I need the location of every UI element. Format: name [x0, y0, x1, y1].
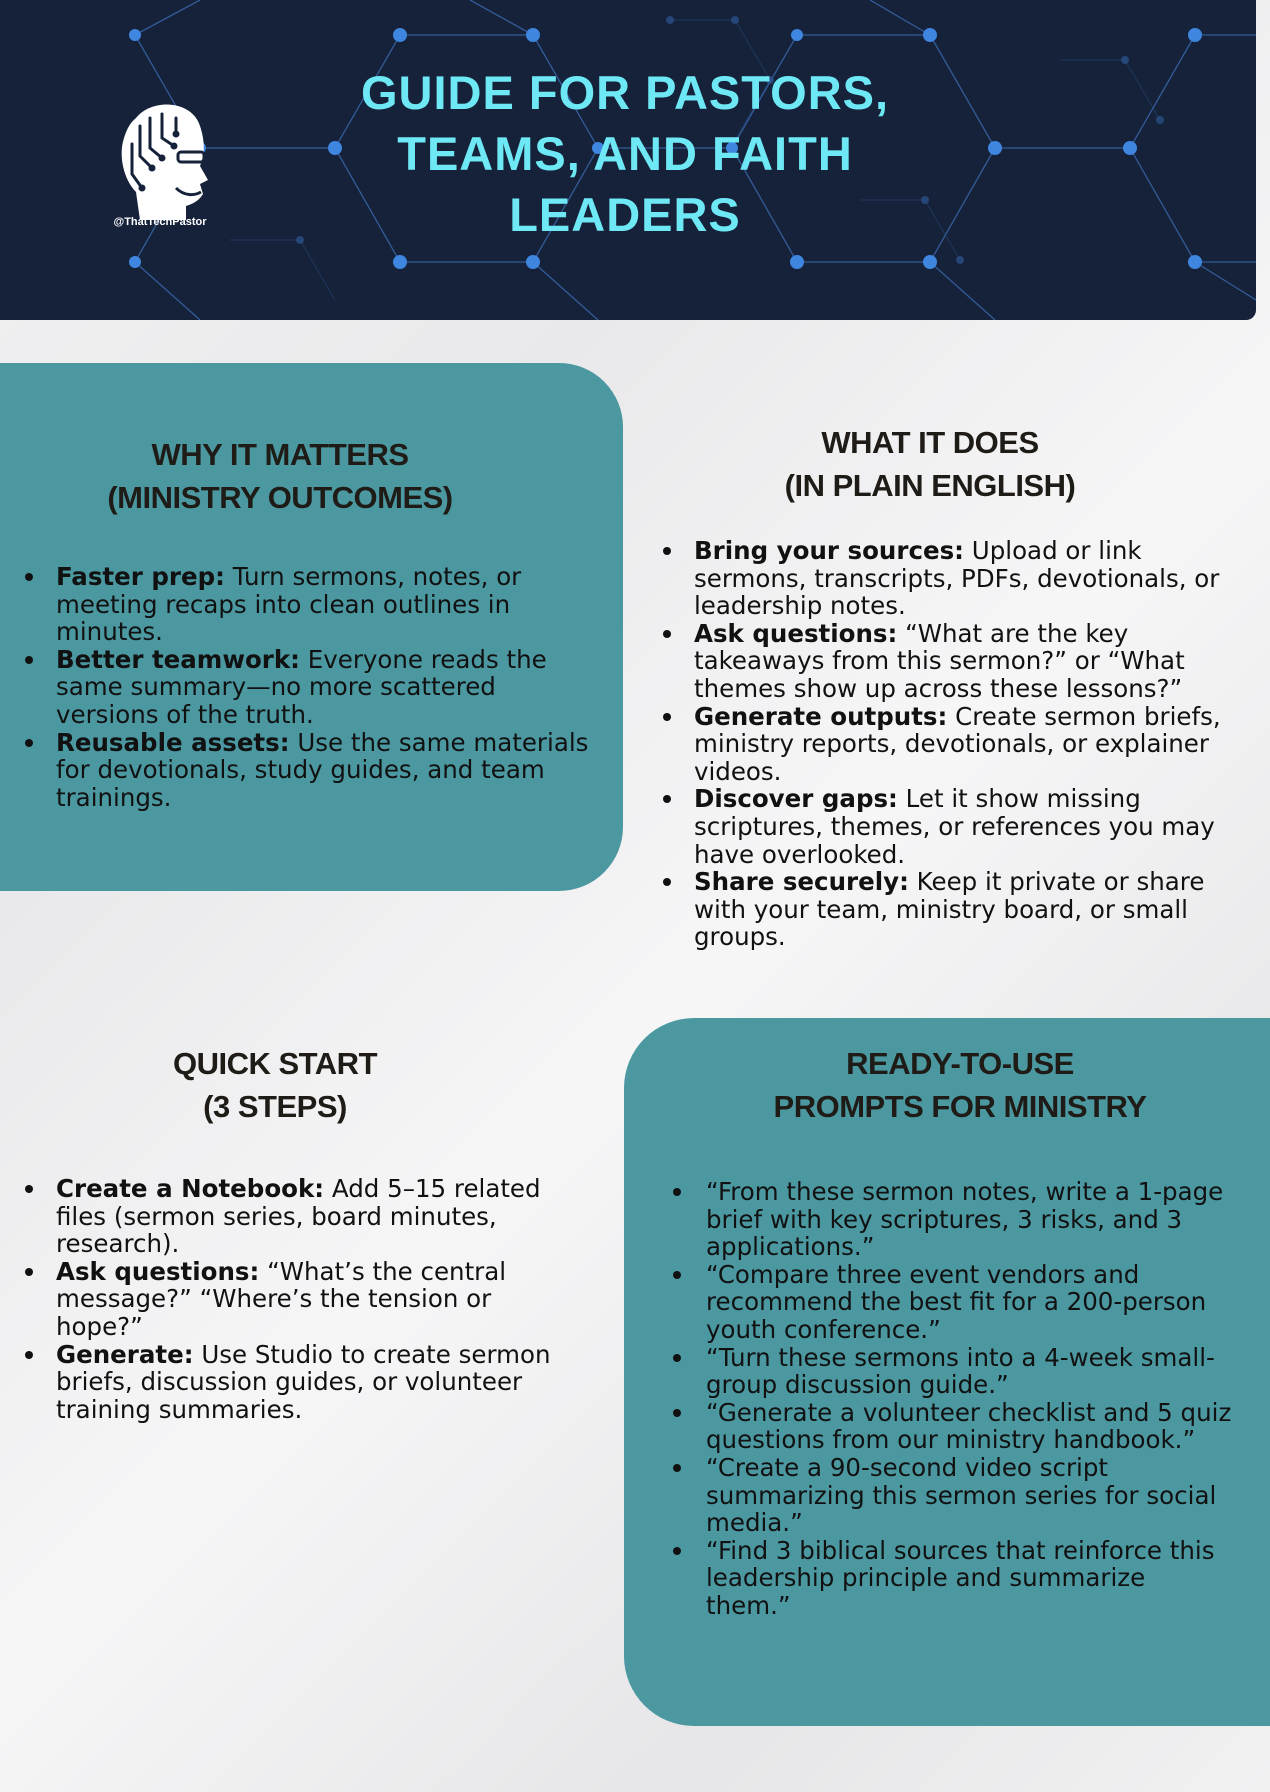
list-item: “Compare three event vendors and recommend the best fit for a 200-person youth conference.” — [670, 1261, 1236, 1344]
list-item — [22, 563, 592, 646]
list-item — [22, 729, 592, 812]
item-lead: Create a Notebook: — [56, 1174, 325, 1203]
header-banner — [0, 0, 1256, 320]
heading-line: (IN PLAIN ENGLISH) — [784, 468, 1076, 503]
list-item: “Turn these sermons into a 4-week small-group discussion guide.” — [670, 1344, 1236, 1399]
title-line: TEAMS, AND FAITH — [397, 127, 853, 180]
what-it-does-list — [660, 537, 1232, 951]
item-lead: Reusable assets: — [56, 727, 290, 757]
item-text: Create sermon briefs, ministry reports, devotionals, or explainer videos. — [694, 701, 1221, 786]
item-lead: Ask questions: — [694, 618, 898, 648]
list-item — [660, 785, 1232, 868]
logo-handle-text: @ThatTechPastor — [113, 216, 207, 228]
item-text: “What’s the central message?” “Where’s the tension or hope?” — [56, 1256, 507, 1341]
why-it-matters-heading — [20, 433, 540, 519]
item-text: “What are the key takeaways from this sermon?” or “What themes show up across these lessons?” — [694, 618, 1185, 703]
item-text: Keep it private or share with your team, ministry board, or small groups. — [694, 867, 1205, 952]
list-item — [660, 537, 1232, 620]
item-lead: Generate outputs: — [694, 701, 948, 731]
item-text: Everyone reads the same summary—no more scattered versions of the truth. — [56, 644, 547, 729]
title-line: LEADERS — [509, 188, 741, 241]
heading-line: (3 STEPS) — [203, 1089, 347, 1124]
page-title — [270, 62, 980, 245]
item-lead: Bring your sources: — [694, 536, 964, 565]
list-item — [22, 1258, 582, 1341]
item-text: Use Studio to create sermon briefs, discussion guides, or volunteer training summaries. — [56, 1339, 551, 1424]
item-lead: Faster prep: — [56, 562, 225, 591]
item-lead: Share securely: — [694, 867, 909, 897]
list-item — [660, 703, 1232, 786]
heading-line: QUICK START — [172, 1046, 378, 1081]
title-line: GUIDE FOR PASTORS, — [360, 66, 890, 119]
quick-start-heading — [20, 1042, 530, 1128]
heading-line: WHY IT MATTERS — [151, 437, 409, 472]
heading-line: READY-TO-USE — [846, 1046, 1074, 1081]
item-text: Upload or link sermons, transcripts, PDFs, devotionals, or leadership notes. — [694, 536, 1220, 621]
list-item — [660, 620, 1232, 703]
what-it-does-heading — [670, 421, 1190, 507]
heading-line: (MINISTRY OUTCOMES) — [107, 480, 453, 515]
item-text: Let it show missing scriptures, themes, or references you may have overlooked. — [694, 784, 1215, 869]
item-text: Turn sermons, notes, or meeting recaps into clean outlines in minutes. — [56, 562, 522, 647]
list-item — [660, 868, 1232, 951]
heading-line: WHAT IT DOES — [821, 425, 1039, 460]
prompts-heading — [680, 1042, 1240, 1128]
list-item — [22, 646, 592, 729]
list-item — [22, 1175, 582, 1258]
item-lead: Better teamwork: — [56, 644, 300, 674]
item-lead: Ask questions: — [56, 1256, 260, 1286]
prompts-list — [670, 1178, 1236, 1620]
list-item: “Create a 90-second video script summarizing this sermon series for social media.” — [670, 1454, 1236, 1537]
item-text: Add 5–15 related files (sermon series, board minutes, research). — [56, 1174, 541, 1259]
item-lead: Discover gaps: — [694, 784, 898, 814]
list-item: “From these sermon notes, write a 1-page brief with key scriptures, 3 risks, and 3 applications.” — [670, 1178, 1236, 1261]
quick-start-list — [22, 1175, 582, 1423]
tech-pastor-head-logo-icon — [100, 96, 220, 236]
heading-line: PROMPTS FOR MINISTRY — [773, 1089, 1147, 1124]
why-it-matters-list — [22, 563, 592, 811]
list-item: “Generate a volunteer checklist and 5 quiz questions from our ministry handbook.” — [670, 1399, 1236, 1454]
item-lead: Generate: — [56, 1339, 194, 1369]
list-item: “Find 3 biblical sources that reinforce this leadership principle and summarize them.” — [670, 1537, 1236, 1620]
list-item — [22, 1341, 582, 1424]
item-text: Use the same materials for devotionals, study guides, and team trainings. — [56, 727, 589, 812]
